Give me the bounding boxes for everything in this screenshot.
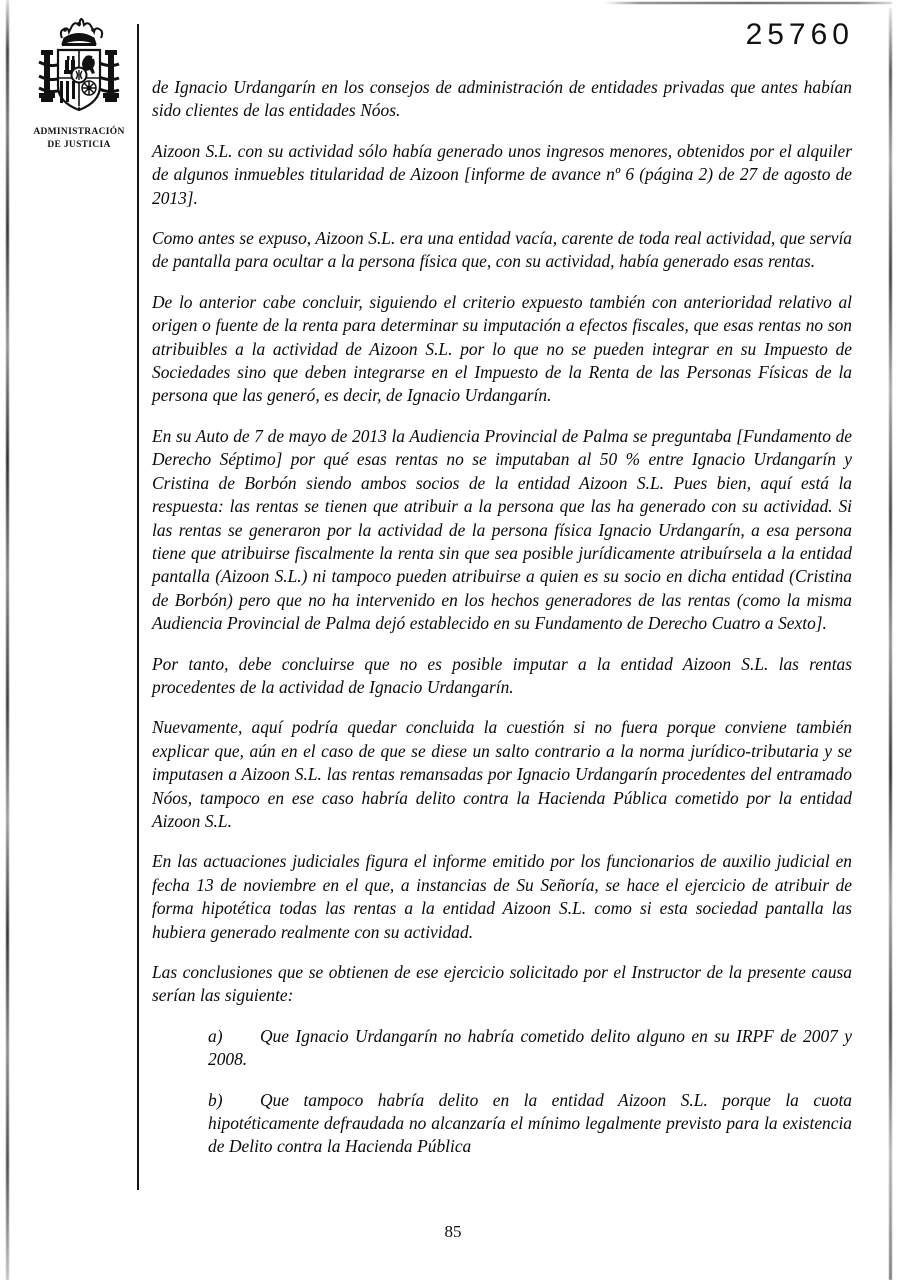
scan-edge-artifact-left [6,0,9,1280]
masthead-label-line2: DE JUSTICIA [47,139,111,150]
list-item-marker: a) [208,1025,223,1046]
document-stamp-number: 25760 [745,18,854,51]
list-item-marker: b) [208,1089,223,1110]
list-item-text: Que Ignacio Urdangarín no habría cometido delito alguno en su IRPF de 2007 y 2008. [208,1025,852,1070]
paragraph: Por tanto, debe concluirse que no es posible imputar a la entidad Aizoon S.L. las rentas procedentes de la actividad de Ignacio Urdangarín. [152,653,852,697]
paragraph: En su Auto de 7 de mayo de 2013 la Audiencia Provincial de Palma se preguntaba [Fundamento de Derecho Séptimo] por qué esas rentas no se imputaban al 50 % entre Ignacio Urdangarín y Cristina de Borbón siendo ambos socios de la entidad Aizoon S.L. Pues bien, aquí está la respuesta: las rentas se tienen que atribuir a la persona que las ha generado con su actividad. Si las rentas se generaron por la actividad de la persona física Ignacio Urdangarín, a esa persona tiene que atribuirse fiscalmente la renta sin que sea posible jurídicamente atribuírsela a la entidad pantalla (Aizoon S.L.) ni tampoco pueden atribuirse a quien es su socio en dicha entidad (Cristina de Borbón) pero que no ha intervenido en los hechos generadores de las rentas (como la misma Audiencia Provincial de Palma dejó establecido en su Fundamento de Derecho Cuatro a Sexto]. [152,425,852,634]
list-item [208,1089,852,1159]
paragraph: de Ignacio Urdangarín en los consejos de administración de entidades privadas que antes habían sido clientes de las entidades Nóos. [152,77,852,121]
masthead-label [24,126,134,152]
masthead-label-line1: ADMINISTRACIÓN [33,127,125,137]
paragraph: En las actuaciones judiciales figura el informe emitido por los funcionarios de auxilio judicial en fecha 13 de noviembre en el que, a instancias de Su Señoría, se hace el ejercicio de atribuir de forma hipotética todas las rentas a la entidad Aizoon S.L. como si esta sociedad pantalla las hubiera generado realmente con su actividad. [152,851,852,942]
scan-edge-artifact-top [604,2,892,4]
paragraph: Las conclusiones que se obtienen de ese ejercicio solicitado por el Instructor de la presente causa serían las siguiente: [152,962,852,1006]
page-number: 85 [444,1222,462,1241]
paragraph: Como antes se expuso, Aizoon S.L. era una entidad vacía, carente de toda real actividad, que servía de pantalla para ocultar a la persona física que, con su actividad, había generado esas rentas. [152,228,852,272]
paragraph: Nuevamente, aquí podría quedar concluida la cuestión si no fuera porque conviene también explicar que, aún en el caso de que se diese un salto contrario a la norma jurídico-tributaria y se imputasen a Aizoon S.L. las rentas remansadas por Ignacio Urdangarín procedentes del entramado Nóos, tampoco en ese caso habría delito contra la Hacienda Pública cometido por la entidad Aizoon S.L. [152,717,852,831]
scan-edge-artifact-right [889,8,892,1280]
spanish-coat-of-arms-icon [31,18,127,122]
list-item [208,1025,852,1072]
document-body [152,76,852,1159]
margin-divider-rule [137,24,139,1190]
masthead [24,18,134,152]
list-item-text: Que tampoco habría delito en la entidad Aizoon S.L. porque la cuota hipotéticamente defraudada no alcanzaría el mínimo legalmente previsto para la existencia de Delito contra la Hacienda Pública [208,1089,852,1157]
paragraph: Aizoon S.L. con su actividad sólo había generado unos ingresos menores, obtenidos por el alquiler de algunos inmuebles titularidad de Aizoon [informe de avance nº 6 (página 2) de 27 de agosto de 2013]. [152,140,852,208]
paragraph: De lo anterior cabe concluir, siguiendo el criterio expuesto también con anterioridad relativo al origen o fuente de la renta para determinar su imputación a efectos fiscales, que esas rentas no son atribuibles a la actividad de Aizoon S.L. por lo que no se pueden integrar en su Impuesto de Sociedades sino que deben integrarse en el Impuesto de la Renta de las Personas Físicas de la persona que las generó, es decir, de Ignacio Urdangarín. [152,291,852,406]
